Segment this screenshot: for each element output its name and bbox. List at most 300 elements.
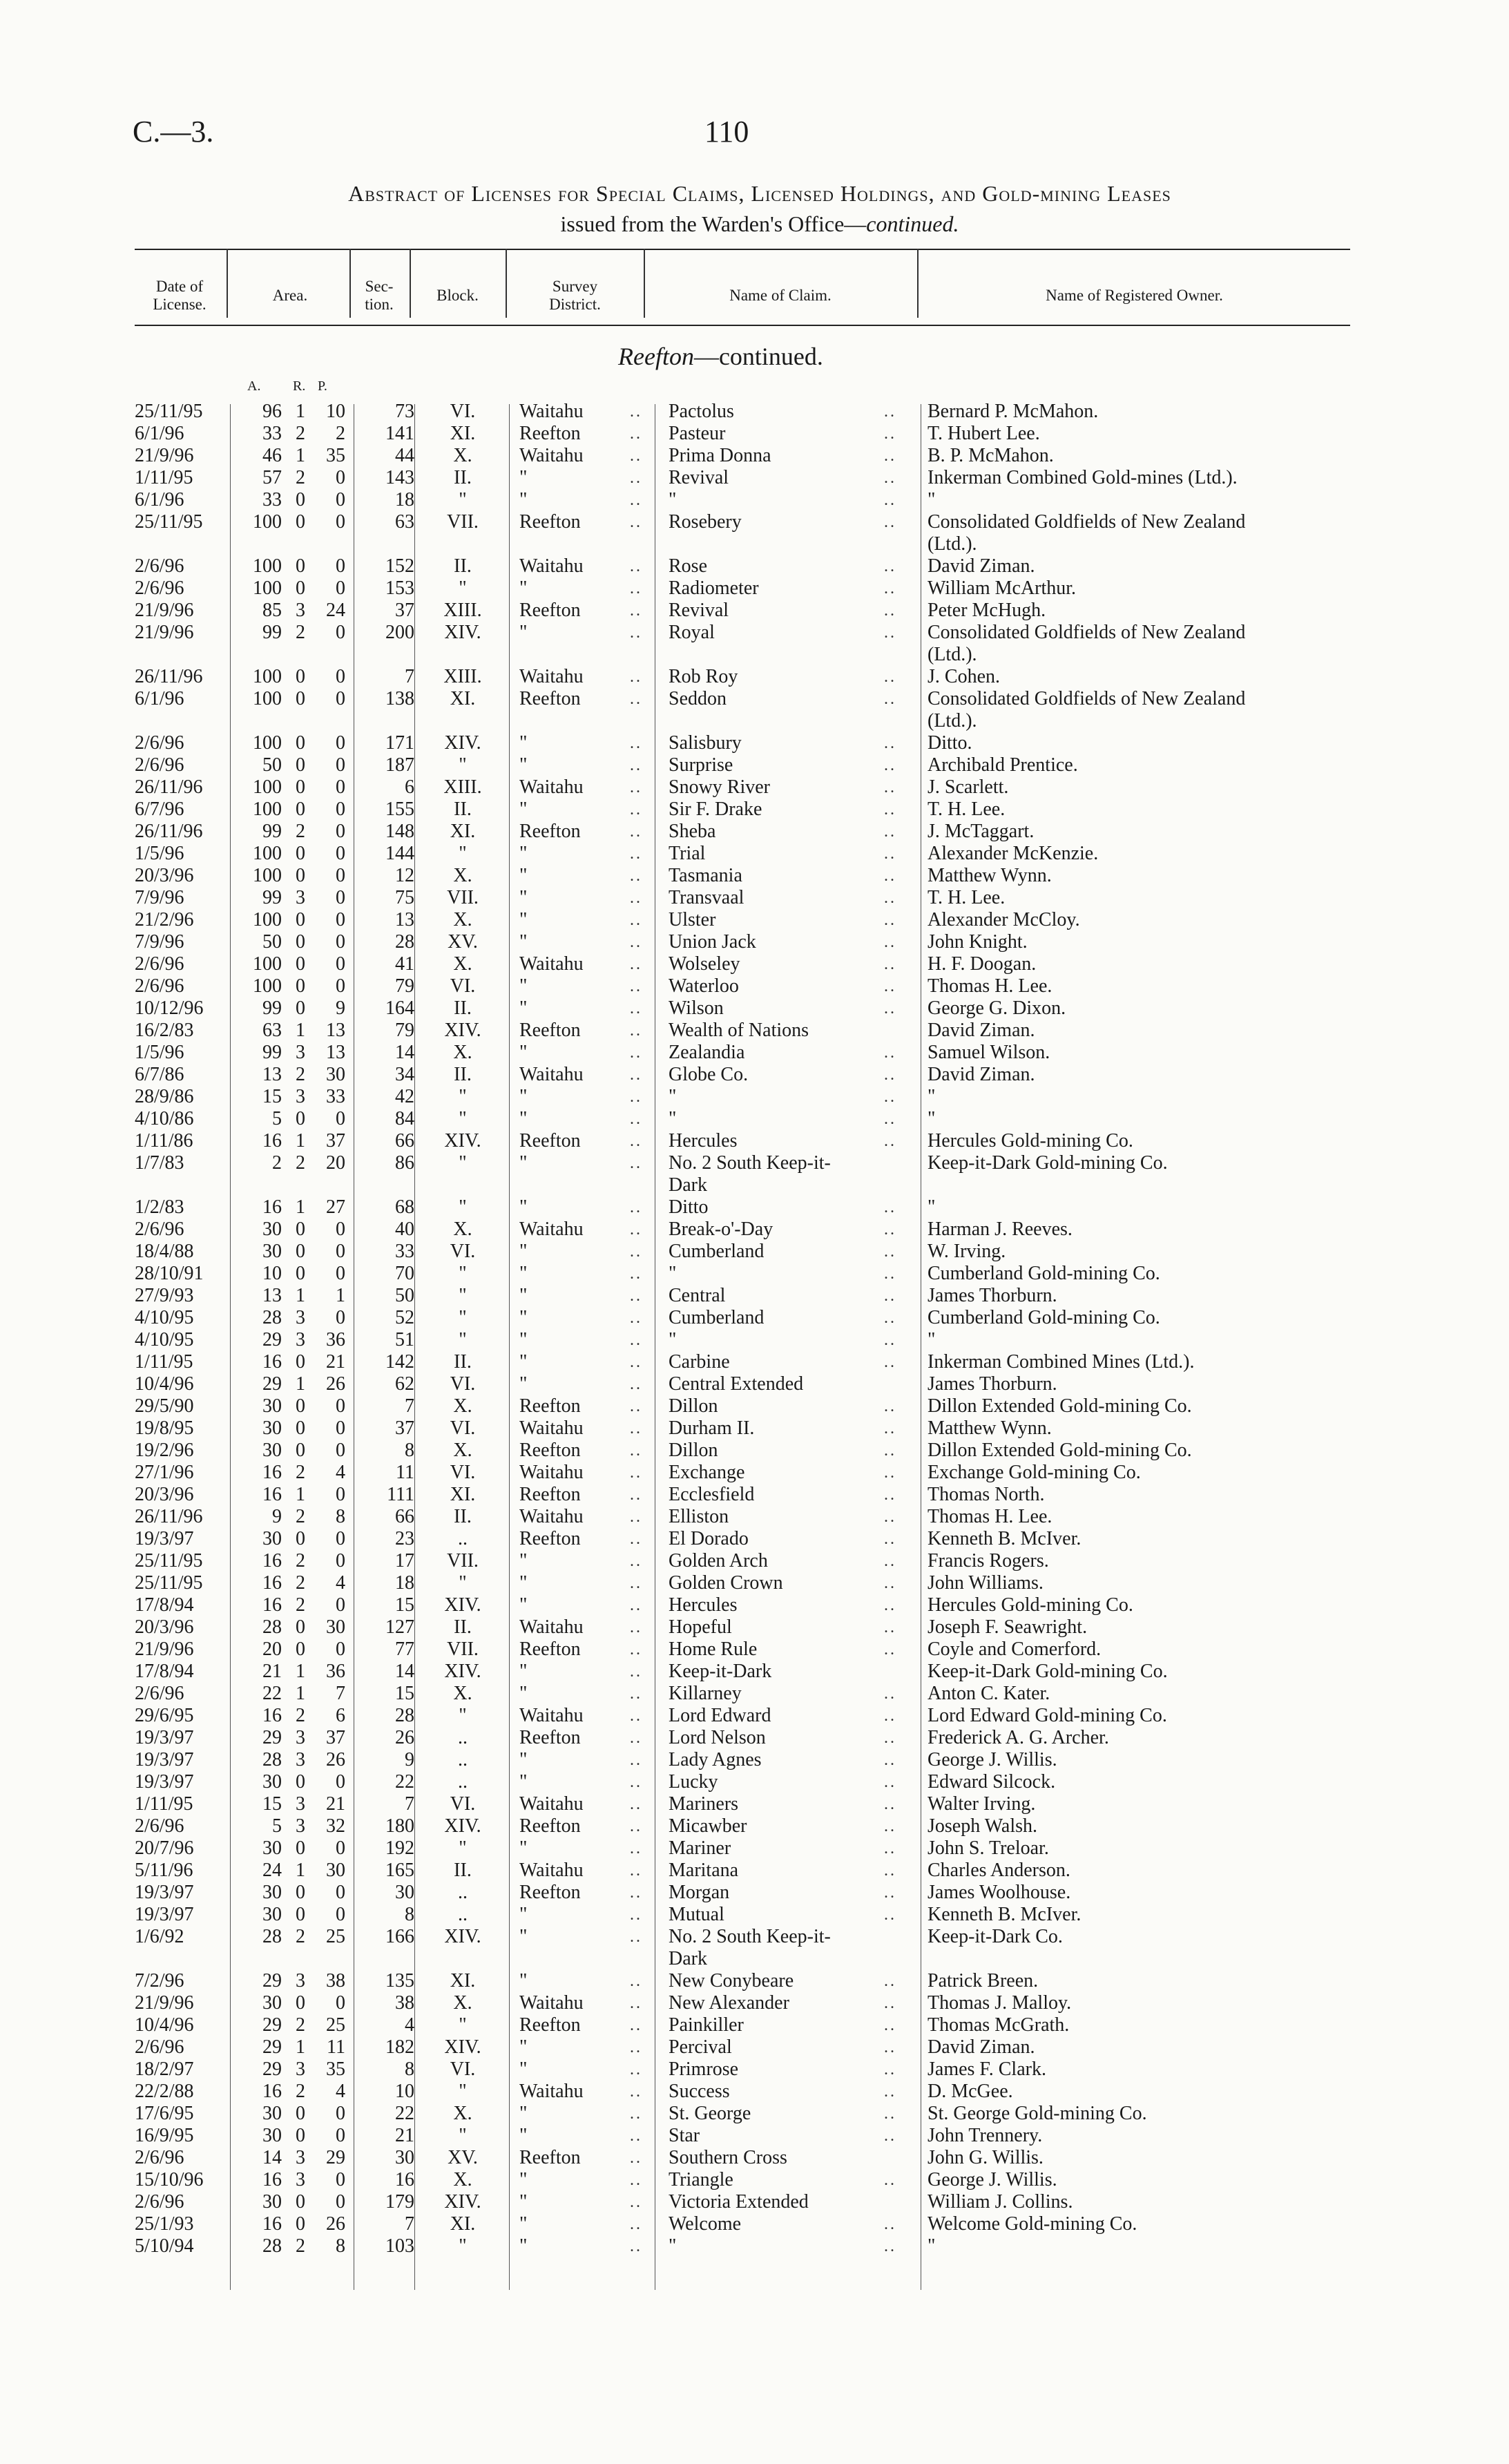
table-row <box>0 2036 1509 2059</box>
leader-dots: .. <box>630 2127 642 2145</box>
cell-blk: X. <box>453 445 472 466</box>
leader-dots: .. <box>884 1243 896 1261</box>
header-top-rule <box>135 249 1350 250</box>
cell-sec: 165 <box>385 1860 414 1881</box>
leader-dots: .. <box>884 1464 896 1482</box>
cell-blk: VII. <box>447 1639 479 1660</box>
table-row <box>0 1992 1509 2014</box>
cell-claim: Mutual <box>669 1904 724 1925</box>
table-row <box>0 1616 1509 1639</box>
page-number: 110 <box>704 115 749 149</box>
cell-sec: 22 <box>395 1771 414 1793</box>
cell-date: 6/7/96 <box>135 799 184 820</box>
cell-dist: " <box>519 1241 528 1262</box>
leader-dots: .. <box>630 1022 642 1040</box>
table-row <box>0 2235 1509 2257</box>
cell-a: 99 <box>262 887 282 908</box>
cell-a: 50 <box>262 754 282 776</box>
cell-owner: J. Cohen. <box>927 666 1000 687</box>
cell-p: 0 <box>336 1904 345 1925</box>
table-row <box>0 821 1509 843</box>
cell-date: 22/2/88 <box>135 2081 194 2102</box>
cell-r: 0 <box>296 1417 305 1439</box>
cell-date: 28/9/86 <box>135 1086 194 1107</box>
cell-a: 21 <box>262 1661 282 1682</box>
table-subtitle <box>138 211 1381 237</box>
header-date-line1: Date of <box>155 278 204 295</box>
cell-blk: II. <box>454 799 472 820</box>
cell-r: 0 <box>296 1639 305 1660</box>
cell-owner: " <box>927 2235 936 2257</box>
cell-owner: William J. Collins. <box>927 2191 1073 2213</box>
cell-sec: 6 <box>405 776 414 798</box>
cell-r: 3 <box>296 1042 305 1063</box>
cell-sec: 143 <box>385 467 414 488</box>
cell-claim: Ditto <box>669 1196 709 1218</box>
cell-claim: Dark <box>669 1948 707 1969</box>
cell-owner: George J. Willis. <box>927 1749 1057 1770</box>
cell-sec: 51 <box>395 1329 414 1350</box>
cell-p: 0 <box>336 1594 345 1616</box>
cell-date: 19/3/97 <box>135 1904 194 1925</box>
cell-date: 6/1/96 <box>135 423 184 444</box>
cell-date: 1/7/83 <box>135 1152 184 1174</box>
cell-sec: 50 <box>395 1285 414 1306</box>
cell-owner: Joseph F. Seawright. <box>927 1616 1088 1638</box>
cell-p: 1 <box>336 1285 345 1306</box>
cell-date: 4/10/95 <box>135 1307 194 1328</box>
leader-dots: .. <box>630 2061 642 2079</box>
table-row <box>0 2059 1509 2081</box>
cell-blk: X. <box>453 2169 472 2190</box>
table-row <box>0 1815 1509 1837</box>
cell-claim: Revival <box>669 467 729 488</box>
leader-dots: .. <box>630 1309 642 1327</box>
cell-sec: 187 <box>385 754 414 776</box>
table-row <box>0 1329 1509 1351</box>
cell-claim: Primrose <box>669 2059 739 2080</box>
cell-p: 0 <box>336 1417 345 1439</box>
cell-blk: " <box>459 577 467 599</box>
cell-owner: Alexander McCloy. <box>927 909 1080 930</box>
cell-a: 15 <box>262 1086 282 1107</box>
cell-date: 2/6/96 <box>135 732 184 754</box>
leader-dots: .. <box>884 1552 896 1570</box>
cell-date: 2/6/96 <box>135 2191 184 2213</box>
leader-dots: .. <box>884 602 896 620</box>
cell-p: 0 <box>336 887 345 908</box>
cell-date: 1/2/83 <box>135 1196 184 1218</box>
cell-a: 9 <box>272 1506 282 1527</box>
cell-claim: Globe Co. <box>669 1064 749 1085</box>
leader-dots: .. <box>884 2105 896 2123</box>
table-row <box>0 1926 1509 1948</box>
cell-r: 0 <box>296 2213 305 2235</box>
cell-owner: Peter McHugh. <box>927 600 1046 621</box>
table-row <box>0 754 1509 776</box>
cell-blk: II. <box>454 1506 472 1527</box>
cell-owner: Anton C. Kater. <box>927 1683 1050 1704</box>
cell-date: 25/1/93 <box>135 2213 194 2235</box>
cell-r: 1 <box>296 1020 305 1041</box>
cell-p: 0 <box>336 666 345 687</box>
cell-date: 1/11/95 <box>135 1351 193 1373</box>
cell-dist: Reefton <box>519 1020 581 1041</box>
leader-dots: .. <box>630 1574 642 1592</box>
cell-dist: " <box>519 754 528 776</box>
cell-dist: Reefton <box>519 1639 581 1660</box>
cell-owner: David Ziman. <box>927 555 1035 577</box>
leader-dots: .. <box>884 1685 896 1703</box>
cell-sec: 86 <box>395 1152 414 1174</box>
cell-a: 16 <box>262 2081 282 2102</box>
cell-dist: Waitahu <box>519 401 584 422</box>
cell-claim: Cumberland <box>669 1307 765 1328</box>
leader-dots: .. <box>884 1221 896 1239</box>
cell-claim: Lucky <box>669 1771 718 1793</box>
cell-p: 0 <box>336 1307 345 1328</box>
table-row <box>0 1263 1509 1285</box>
cell-a: 5 <box>272 1108 282 1129</box>
cell-owner: Charles Anderson. <box>927 1860 1070 1881</box>
cell-owner: (Ltd.). <box>927 533 977 555</box>
cell-p: 0 <box>336 622 345 643</box>
cell-r: 1 <box>296 2036 305 2058</box>
cell-a: 16 <box>262 1130 282 1152</box>
leader-dots: .. <box>630 1044 642 1062</box>
cell-claim: Salisbury <box>669 732 742 754</box>
cell-claim: Lord Nelson <box>669 1727 766 1748</box>
cell-date: 16/9/95 <box>135 2125 194 2146</box>
cell-r: 3 <box>296 1307 305 1328</box>
leader-dots: .. <box>884 2215 896 2233</box>
cell-owner: Coyle and Comerford. <box>927 1639 1102 1660</box>
cell-date: 5/10/94 <box>135 2235 194 2257</box>
cell-blk: " <box>459 843 467 864</box>
cell-p: 30 <box>326 1064 345 1085</box>
cell-r: 2 <box>296 821 305 842</box>
leader-dots: .. <box>630 1685 642 1703</box>
leader-dots: .. <box>884 447 896 465</box>
cell-r: 0 <box>296 931 305 953</box>
cell-sec: 9 <box>405 1749 414 1770</box>
leader-dots: .. <box>884 1596 896 1614</box>
leader-dots: .. <box>630 1928 642 1946</box>
cell-p: 36 <box>326 1661 345 1682</box>
table-row <box>0 1506 1509 1528</box>
cell-date: 27/9/93 <box>135 1285 194 1306</box>
cell-a: 30 <box>262 1440 282 1461</box>
cell-blk: XI. <box>450 1970 476 1992</box>
cell-sec: 37 <box>395 1417 414 1439</box>
leader-dots: .. <box>630 1000 642 1018</box>
cell-claim: Southern Cross <box>669 2147 787 2168</box>
cell-dist: " <box>519 1263 528 1284</box>
cell-date: 10/4/96 <box>135 1373 194 1395</box>
cell-date: 21/9/96 <box>135 600 194 621</box>
cell-claim: Royal <box>669 622 715 643</box>
cell-sec: 17 <box>395 1550 414 1572</box>
cell-r: 0 <box>296 1263 305 1284</box>
cell-blk: XIV. <box>444 622 481 643</box>
cell-r: 3 <box>296 1815 305 1837</box>
cell-p: 0 <box>336 975 345 997</box>
cell-owner: Keep-it-Dark Co. <box>927 1926 1063 1947</box>
cell-date: 2/6/96 <box>135 975 184 997</box>
cell-dist: Waitahu <box>519 776 584 798</box>
cell-p: 0 <box>336 909 345 930</box>
cell-owner: James Woolhouse. <box>927 1882 1071 1903</box>
table-row <box>0 1594 1509 1616</box>
cell-p: 0 <box>336 1484 345 1505</box>
cell-blk: VI. <box>450 1241 476 1262</box>
cell-p: 0 <box>336 776 345 798</box>
cell-p: 7 <box>336 1683 345 1704</box>
cell-date: 21/2/96 <box>135 909 194 930</box>
cell-blk: XI. <box>450 2213 476 2235</box>
cell-blk: X. <box>453 1992 472 2014</box>
cell-p: 0 <box>336 1241 345 1262</box>
cell-r: 0 <box>296 2125 305 2146</box>
cell-date: 27/1/96 <box>135 1462 194 1483</box>
cell-a: 29 <box>262 1727 282 1748</box>
leader-dots: .. <box>630 911 642 929</box>
table-row <box>0 600 1509 622</box>
cell-p: 26 <box>326 1749 345 1770</box>
header-divider <box>506 249 507 318</box>
cell-a: 30 <box>262 1528 282 1549</box>
cell-blk: .. <box>458 1528 468 1549</box>
cell-p: 0 <box>336 953 345 975</box>
cell-r: 0 <box>296 1616 305 1638</box>
cell-blk: .. <box>458 1749 468 1770</box>
cell-owner: Kenneth B. McIver. <box>927 1904 1082 1925</box>
cell-owner: Thomas McGrath. <box>927 2014 1070 2036</box>
cell-blk: XIII. <box>443 776 482 798</box>
cell-dist: " <box>519 2125 528 2146</box>
cell-date: 17/6/95 <box>135 2103 194 2124</box>
cell-owner: John Trennery. <box>927 2125 1043 2146</box>
leader-dots: .. <box>630 602 642 620</box>
cell-a: 33 <box>262 423 282 444</box>
table-row <box>0 1727 1509 1749</box>
cell-claim: Welcome <box>669 2213 742 2235</box>
cell-sec: 142 <box>385 1351 414 1373</box>
cell-claim: Sheba <box>669 821 716 842</box>
cell-a: 63 <box>262 1020 282 1041</box>
leader-dots: .. <box>884 1088 896 1106</box>
cell-a: 30 <box>262 1395 282 1417</box>
cell-date: 5/11/96 <box>135 1860 193 1881</box>
leader-dots: .. <box>630 756 642 774</box>
cell-claim: Golden Arch <box>669 1550 768 1572</box>
cell-claim: Snowy River <box>669 776 770 798</box>
cell-owner: Dillon Extended Gold-mining Co. <box>927 1440 1192 1461</box>
cell-a: 16 <box>262 1572 282 1594</box>
cell-owner: Keep-it-Dark Gold-mining Co. <box>927 1152 1168 1174</box>
cell-date: 29/5/90 <box>135 1395 194 1417</box>
leader-dots: .. <box>630 955 642 973</box>
cell-dist: Waitahu <box>519 1793 584 1815</box>
leader-dots: .. <box>630 1464 642 1482</box>
cell-dist: " <box>519 577 528 599</box>
cell-claim: Transvaal <box>669 887 744 908</box>
leader-dots: .. <box>884 1309 896 1327</box>
cell-claim: El Dorado <box>669 1528 749 1549</box>
cell-a: 29 <box>262 2036 282 2058</box>
cell-r: 0 <box>296 2191 305 2213</box>
table-row <box>0 1241 1509 1263</box>
header-section <box>351 268 407 323</box>
header-owner: Name of Registered Owner. <box>1046 287 1223 304</box>
cell-claim: Tasmania <box>669 865 742 886</box>
cell-sec: 14 <box>395 1042 414 1063</box>
header-block: Block. <box>436 287 479 304</box>
cell-sec: 18 <box>395 489 414 510</box>
cell-r: 0 <box>296 975 305 997</box>
cell-p: 33 <box>326 1086 345 1107</box>
leader-dots: .. <box>630 2193 642 2211</box>
table-row <box>0 1749 1509 1771</box>
cell-claim: Wealth of Nations <box>669 1020 809 1041</box>
cell-owner: T. H. Lee. <box>927 887 1006 908</box>
cell-a: 30 <box>262 2191 282 2213</box>
cell-p: 13 <box>326 1042 345 1063</box>
cell-dist: " <box>519 2213 528 2235</box>
leader-dots: .. <box>884 2061 896 2079</box>
cell-claim: Pasteur <box>669 423 726 444</box>
header-divider <box>349 249 351 318</box>
cell-p: 0 <box>336 577 345 599</box>
cell-dist: Reefton <box>519 600 581 621</box>
cell-owner: J. McTaggart. <box>927 821 1035 842</box>
cell-blk: VI. <box>450 1417 476 1439</box>
table-row <box>0 776 1509 799</box>
cell-a: 16 <box>262 2169 282 2190</box>
table-row <box>0 1771 1509 1793</box>
table-row <box>0 467 1509 489</box>
cell-r: 3 <box>296 887 305 908</box>
cell-a: 57 <box>262 467 282 488</box>
cell-sec: 84 <box>395 1108 414 1129</box>
cell-claim: Prima Donna <box>669 445 771 466</box>
cell-dist: " <box>519 865 528 886</box>
cell-date: 26/11/96 <box>135 666 203 687</box>
cell-a: 13 <box>262 1285 282 1306</box>
cell-dist: " <box>519 1926 528 1947</box>
cell-date: 10/4/96 <box>135 2014 194 2036</box>
leader-dots: .. <box>630 425 642 443</box>
leader-dots: .. <box>630 977 642 995</box>
table-row <box>0 1639 1509 1661</box>
cell-owner: Thomas H. Lee. <box>927 1506 1053 1527</box>
table-row <box>0 931 1509 953</box>
cell-claim: No. 2 South Keep-it- <box>669 1926 831 1947</box>
cell-r: 0 <box>296 666 305 687</box>
cell-a: 24 <box>262 1860 282 1881</box>
table-title: Abstract of Licenses for Special Claims, Licensed Holdings, and Gold-mining Leases <box>348 181 1171 206</box>
cell-owner: Consolidated Goldfields of New Zealand <box>927 511 1246 533</box>
table-row <box>0 799 1509 821</box>
cell-r: 0 <box>296 1395 305 1417</box>
cell-blk: XV. <box>448 931 478 953</box>
leader-dots: .. <box>630 2215 642 2233</box>
cell-dist: " <box>519 732 528 754</box>
cell-blk: X. <box>453 1042 472 1063</box>
cell-claim: Home Rule <box>669 1639 758 1660</box>
leader-dots: .. <box>884 1508 896 1526</box>
cell-blk: VII. <box>447 511 479 533</box>
cell-p: 29 <box>326 2147 345 2168</box>
cell-blk: XI. <box>450 821 476 842</box>
cell-date: 2/6/96 <box>135 2036 184 2058</box>
header-divider <box>644 249 645 318</box>
cell-blk: .. <box>458 1882 468 1903</box>
cell-dist: Waitahu <box>519 1616 584 1638</box>
cell-blk: VII. <box>447 887 479 908</box>
cell-p: 6 <box>336 1705 345 1726</box>
leader-dots: .. <box>884 734 896 752</box>
cell-dist: " <box>519 975 528 997</box>
cell-r: 0 <box>296 799 305 820</box>
cell-date: 21/9/96 <box>135 1639 194 1660</box>
cell-sec: 182 <box>385 2036 414 2058</box>
cell-blk: VI. <box>450 975 476 997</box>
cell-date: 2/6/96 <box>135 555 184 577</box>
cell-blk: II. <box>454 555 472 577</box>
leader-dots: .. <box>884 1906 896 1924</box>
cell-r: 3 <box>296 2147 305 2168</box>
leader-dots: .. <box>630 1641 642 1659</box>
table-row <box>0 1860 1509 1882</box>
cell-blk: XIV. <box>444 1020 481 1041</box>
cell-blk: XIV. <box>444 2036 481 2058</box>
section-district: Reefton <box>618 343 694 370</box>
cell-date: 28/10/91 <box>135 1263 204 1284</box>
table-row <box>0 975 1509 997</box>
leader-dots: .. <box>630 1265 642 1283</box>
table-row <box>0 1064 1509 1086</box>
cell-r: 2 <box>296 622 305 643</box>
cell-sec: 192 <box>385 1837 414 1859</box>
cell-p: 11 <box>327 2036 345 2058</box>
cell-owner: John Williams. <box>927 1572 1044 1594</box>
cell-dist: Reefton <box>519 511 581 533</box>
cell-blk: " <box>459 754 467 776</box>
table-row <box>0 1219 1509 1241</box>
leader-dots: .. <box>884 1132 896 1150</box>
cell-r: 3 <box>296 1329 305 1350</box>
cell-r: 1 <box>296 1373 305 1395</box>
cell-a: 100 <box>253 909 282 930</box>
table-row <box>0 1440 1509 1462</box>
cell-r: 0 <box>296 555 305 577</box>
cell-sec: 15 <box>395 1594 414 1616</box>
cell-r: 0 <box>296 997 305 1019</box>
table-row <box>0 1683 1509 1705</box>
cell-blk: XI. <box>450 1484 476 1505</box>
cell-owner: George G. Dixon. <box>927 997 1066 1019</box>
header-claim: Name of Claim. <box>729 287 832 304</box>
cell-claim: Mariner <box>669 1837 731 1859</box>
cell-p: 38 <box>326 1970 345 1992</box>
cell-owner: Welcome Gold-mining Co. <box>927 2213 1137 2235</box>
cell-r: 3 <box>296 2059 305 2080</box>
cell-owner: (Ltd.). <box>927 644 977 665</box>
cell-claim: Lord Edward <box>669 1705 771 1726</box>
cell-sec: 13 <box>395 909 414 930</box>
subtitle-continued: continued. <box>866 211 959 236</box>
